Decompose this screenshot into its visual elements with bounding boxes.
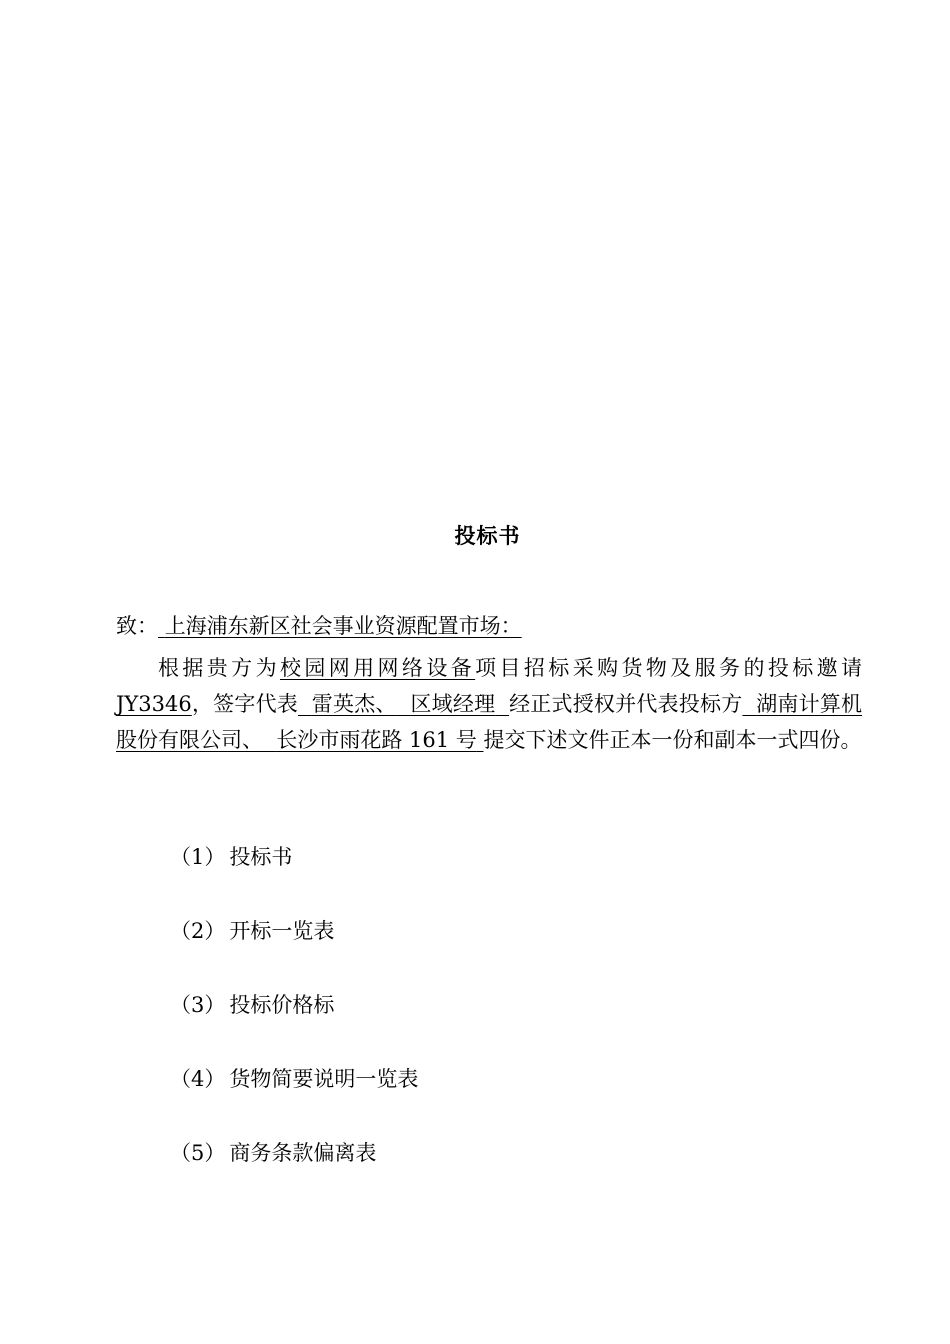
para-text-1: 根据贵方为 (158, 656, 280, 680)
project-name: 校园网用网络设备 (279, 656, 476, 680)
para-text-5: 提交下述文件正本一份和副本一式四份。 (483, 728, 862, 752)
list-item-text: 货物简要说明一览表 (229, 1067, 419, 1091)
addressee-prefix: 致： (116, 614, 158, 638)
representative (298, 692, 509, 716)
para-text-2: 项目招标采购货物及服务的投标邀请 (475, 656, 863, 680)
representative-title: 区域经理 (410, 692, 496, 716)
para-text-3: ，签字代表 (191, 692, 299, 716)
list-item-number: （2） (170, 919, 226, 943)
list-item (170, 1138, 376, 1168)
bidder-name: 湖南计算机股份有限公司、 (116, 692, 863, 752)
list-item-text: 商务条款偏离表 (229, 1141, 377, 1165)
list-item-number: （5） (170, 1141, 226, 1165)
list-item-text: 投标价格标 (229, 993, 335, 1017)
addressee-line (116, 611, 522, 641)
body-paragraph (116, 650, 862, 758)
list-item-number: （4） (170, 1067, 226, 1091)
para-text-4: 经正式授权并代表投标方 (509, 692, 743, 716)
document-title: 投标书 (454, 523, 521, 548)
list-item-text: 投标书 (229, 845, 293, 869)
addressee-name: 上海浦东新区社会事业资源配置市场： (164, 614, 522, 638)
invitation-number: JY3346 (116, 692, 192, 716)
list-item-text: 开标一览表 (229, 919, 335, 943)
bidder-address: 长沙市雨花路 161 号 (276, 728, 477, 752)
list-item-number: （1） (170, 845, 226, 869)
list-item-number: （3） (170, 993, 226, 1017)
list-item (170, 990, 334, 1020)
list-item (170, 842, 292, 872)
list-item (170, 916, 334, 946)
representative-name: 雷英杰、 (311, 692, 397, 716)
list-item (170, 1064, 418, 1094)
